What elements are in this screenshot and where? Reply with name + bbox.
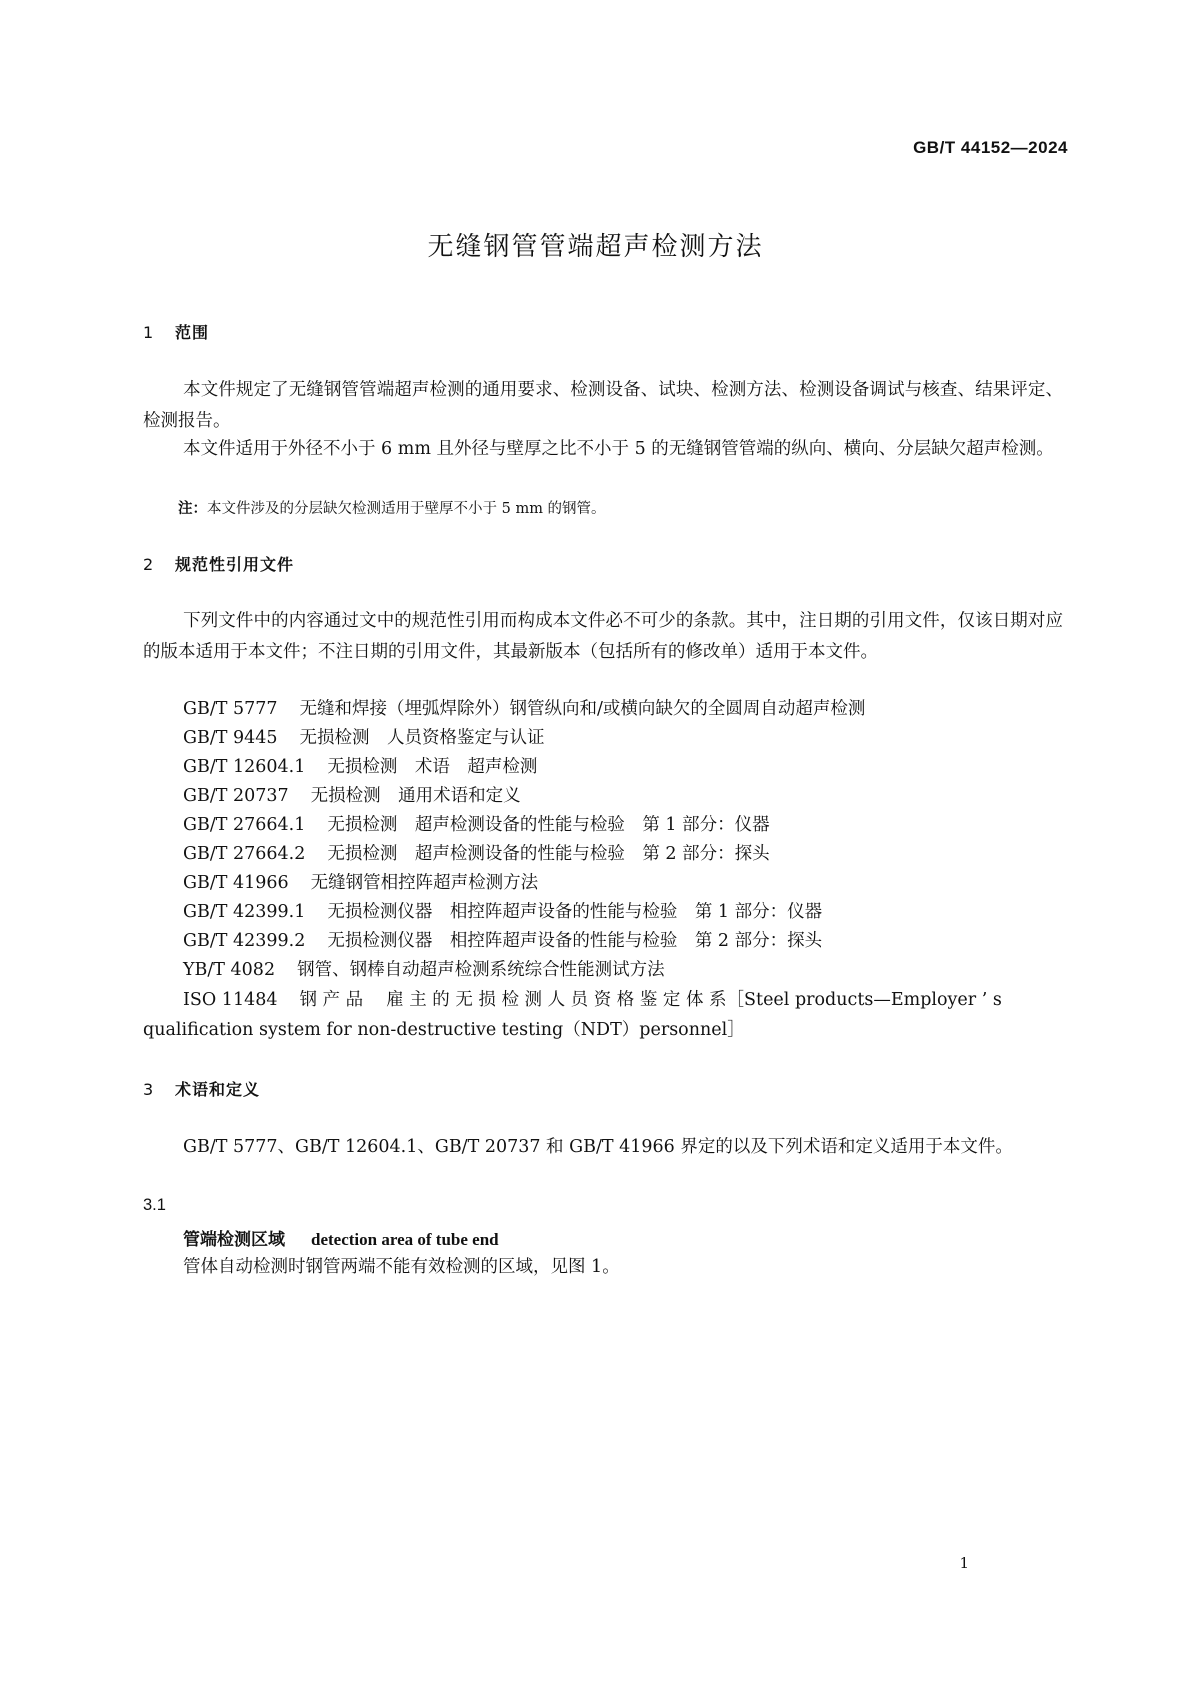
section-title: 范围 <box>175 323 210 342</box>
reference-item <box>183 810 770 841</box>
reference-title: 无损检测 人员资格鉴定与认证 <box>299 728 545 748</box>
reference-code: GB/T 42399.2 <box>183 931 306 951</box>
scope-paragraph-1-text: 本文件规定了无缝钢管管端超声检测的通用要求、检测设备、试块、检测方法、检测设备调试与核查、结果评定、检测报告。 <box>143 380 1063 431</box>
reference-title: 无损检测 超声检测设备的性能与检验 第 1 部分：仪器 <box>327 815 770 835</box>
reference-item <box>183 839 770 870</box>
section-title: 规范性引用文件 <box>175 555 295 574</box>
reference-item <box>183 926 822 957</box>
page-title: 无缝钢管管端超声检测方法 <box>427 232 764 262</box>
reference-item <box>183 723 545 754</box>
page-number: 1 <box>959 1554 969 1572</box>
reference-title: 钢管、钢棒自动超声检测系统综合性能测试方法 <box>297 960 665 980</box>
reference-item <box>183 781 521 812</box>
term-name-english: detection area of tube end <box>311 1230 499 1249</box>
reference-code: GB/T 9445 <box>183 728 278 748</box>
reference-title: 钢 产 品 雇 主 的 无 损 检 测 人 员 资 格 鉴 定 体 系［Steel products—Employer ’ s <box>299 990 1002 1010</box>
scope-paragraph-1 <box>143 375 1063 437</box>
reference-item <box>183 752 537 783</box>
section-number: 1 <box>143 323 155 342</box>
note-text: 本文件涉及的分层缺欠检测适用于壁厚不小于 5 mm 的钢管。 <box>207 501 606 517</box>
reference-code: GB/T 42399.1 <box>183 902 306 922</box>
terms-intro <box>143 1132 1063 1163</box>
reference-title: 无缝钢管相控阵超声检测方法 <box>310 873 539 893</box>
term-number: 3.1 <box>143 1196 166 1214</box>
note-label: 注： <box>178 501 207 517</box>
reference-code: GB/T 20737 <box>183 786 289 806</box>
reference-title: 无缝和焊接（埋弧焊除外）钢管纵向和/或横向缺欠的全圆周自动超声检测 <box>299 699 866 719</box>
reference-title: 无损检测仪器 相控阵超声设备的性能与检验 第 2 部分：探头 <box>327 931 823 951</box>
section-number: 3 <box>143 1080 155 1099</box>
reference-code: GB/T 41966 <box>183 873 289 893</box>
reference-code: GB/T 5777 <box>183 699 278 719</box>
section-title: 术语和定义 <box>175 1080 261 1099</box>
scope-paragraph-2 <box>143 434 1063 465</box>
term-definition: 管体自动检测时钢管两端不能有效检测的区域，见图 1。 <box>183 1257 620 1277</box>
reference-item <box>183 694 865 725</box>
reference-title: 无损检测 超声检测设备的性能与检验 第 2 部分：探头 <box>327 844 770 864</box>
section-heading-terms <box>143 1077 260 1100</box>
reference-item-iso <box>183 985 1002 1016</box>
reference-code: YB/T 4082 <box>183 960 276 980</box>
document-number: GB/T 44152—2024 <box>913 138 1068 157</box>
term-name <box>183 1225 499 1250</box>
terms-intro-text: GB/T 5777、GB/T 12604.1、GB/T 20737 和 GB/T 41966 界定的以及下列术语和定义适用于本文件。 <box>183 1137 1013 1157</box>
section-heading-normative-references <box>143 552 294 575</box>
references-intro <box>143 606 1063 668</box>
reference-title-continuation: qualification system for non-destructive testing（NDT）personnel］ <box>143 1020 745 1040</box>
reference-title: 无损检测 术语 超声检测 <box>327 757 538 777</box>
reference-title: 无损检测仪器 相控阵超声设备的性能与检验 第 1 部分：仪器 <box>327 902 823 922</box>
reference-item <box>183 897 822 928</box>
section-number: 2 <box>143 555 155 574</box>
reference-item <box>183 955 665 986</box>
reference-code: GB/T 27664.2 <box>183 844 306 864</box>
section-heading-scope <box>143 320 209 343</box>
reference-code: ISO 11484 <box>183 990 278 1010</box>
scope-note <box>178 497 606 518</box>
scope-paragraph-2-text: 本文件适用于外径不小于 6 mm 且外径与壁厚之比不小于 5 的无缝钢管管端的纵向、横向、分层缺欠超声检测。 <box>183 439 1054 459</box>
term-name-chinese: 管端检测区域 <box>183 1230 285 1250</box>
reference-item <box>183 868 538 899</box>
references-intro-text: 下列文件中的内容通过文中的规范性引用而构成本文件必不可少的条款。其中，注日期的引用文件，仅该日期对应的版本适用于本文件；不注日期的引用文件，其最新版本（包括所有的修改单）适用于本文件。 <box>143 611 1063 662</box>
reference-title: 无损检测 通用术语和定义 <box>310 786 521 806</box>
reference-item-iso-continuation <box>143 1015 745 1046</box>
reference-code: GB/T 12604.1 <box>183 757 306 777</box>
reference-code: GB/T 27664.1 <box>183 815 306 835</box>
